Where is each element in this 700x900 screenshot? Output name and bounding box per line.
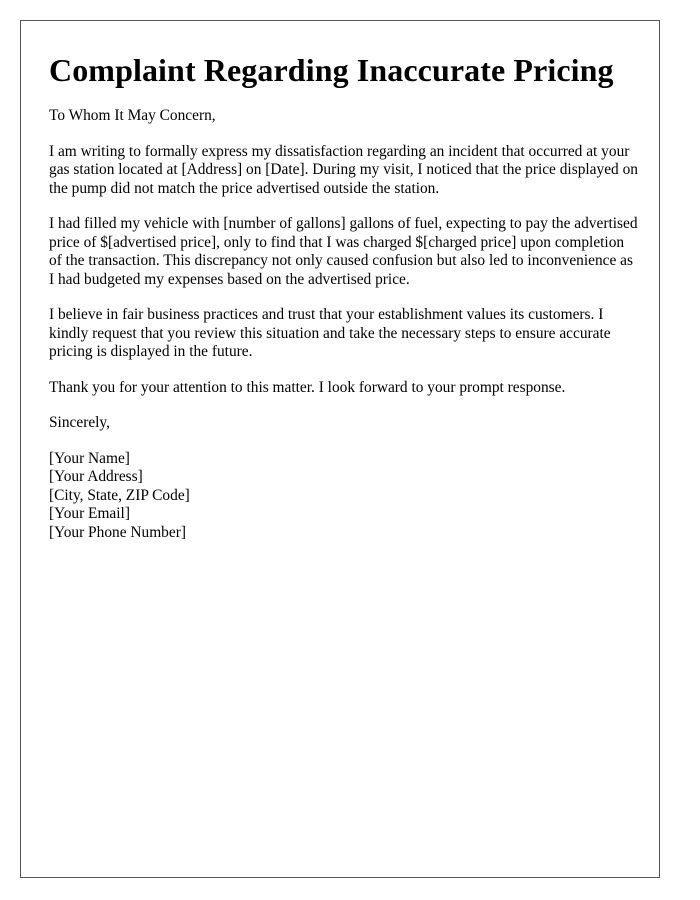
signature-address: [Your Address] <box>49 468 143 486</box>
letter-content <box>49 51 639 542</box>
signature-phone: [Your Phone Number] <box>49 523 186 541</box>
body-paragraph-3: I believe in fair business practices and trust that your establishment values its customers. I kindly request that you review this situation and take the necessary steps to ensure accurate pricing is displayed in the future. <box>49 306 611 361</box>
closing: Sincerely, <box>49 414 110 432</box>
signature-name: [Your Name] <box>49 449 130 467</box>
body-paragraph-2: I had filled my vehicle with [number of gallons] gallons of fuel, expecting to pay the advertised price of $[advertised price], only to find that I was charged $[charged price] upon completion of the transaction. This discrepancy not only caused confusion but also led to inconvenience as I had budgeted my expenses based on the advertised price. <box>49 215 638 288</box>
signature-email: [Your Email] <box>49 505 130 523</box>
body-paragraph-1: I am writing to formally express my dissatisfaction regarding an incident that occurred at your gas station located at [Address] on [Date]. During my visit, I noticed that the price displayed on the pump did not match the price advertised outside the station. <box>49 142 638 197</box>
letter-page <box>20 20 660 878</box>
body-paragraph-4: Thank you for your attention to this matter. I look forward to your prompt response. <box>49 378 566 396</box>
letter-title: Complaint Regarding Inaccurate Pricing <box>49 52 614 88</box>
signature-block <box>49 450 639 542</box>
signature-city-state-zip: [City, State, ZIP Code] <box>49 486 190 504</box>
salutation: To Whom It May Concern, <box>49 107 216 125</box>
